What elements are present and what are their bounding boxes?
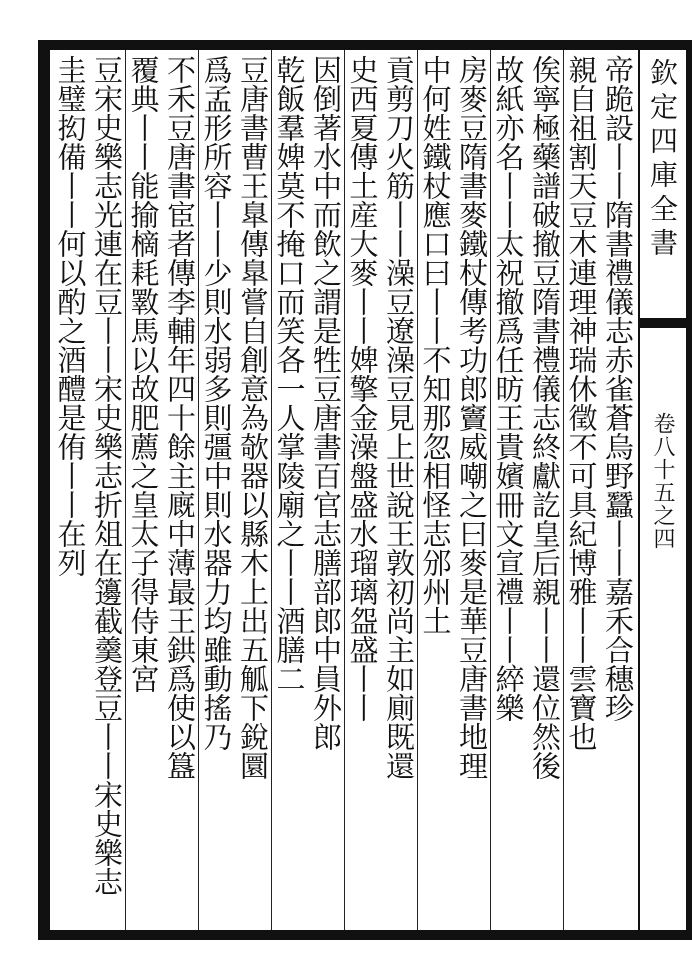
column-rule bbox=[198, 50, 199, 930]
fishtail-mark bbox=[638, 318, 686, 328]
text-column-2: 親自祖割天豆木連理神瑞休徵不可具紀博雅丨丨雲寶也 bbox=[564, 55, 599, 751]
juan-number: 卷八十五之四 bbox=[650, 412, 675, 550]
column-rule bbox=[125, 50, 126, 930]
text-column-6: 中何姓鐵杖應口曰丨丨不知那忽相怪志邠州土 bbox=[418, 55, 453, 635]
text-column-16: 圭璧抝備丨丨何以酌之酒醴是侑丨丨在列 bbox=[53, 55, 88, 577]
text-column-11: 豆唐書曹王臯傳臯嘗自創意為欹器以縣木上出五觚下銳圜 bbox=[236, 55, 270, 780]
column-rule bbox=[271, 50, 272, 930]
text-column-13: 不禾豆唐書宦者傳李輔年四十餘主廐中薄最王鉷爲使以簋 bbox=[163, 55, 197, 780]
text-column-10: 乾飯羣婢莫不掩口而笑各一人掌陵廟之丨丨酒膳二 bbox=[272, 55, 307, 693]
column-rule bbox=[490, 50, 491, 930]
text-column-9: 因倒著水中而飲之謂是牲豆唐書百官志膳部郎中員外郎 bbox=[309, 55, 343, 751]
column-rule bbox=[344, 50, 345, 930]
page-border-left bbox=[38, 40, 50, 940]
text-column-15: 豆宋史樂志光連在豆丨丨宋史樂志折俎在籩截羹登豆丨丨宋史樂志 bbox=[90, 55, 124, 896]
text-column-1: 帝跪設丨丨隋書禮儀志赤雀蒼烏野蠶丨丨嘉禾合穗珍 bbox=[601, 55, 635, 722]
column-rule bbox=[417, 50, 418, 930]
book-title: 欽定四庫全書 bbox=[646, 58, 679, 262]
text-column-14: 覆典丨丨能揄樀耗斁馬以故肥薦之皇太子得侍東宮 bbox=[126, 55, 161, 693]
text-column-3: 俟寧極藥譜破撤豆隋書禮儀志終獻訖皇后親丨丨還位然後 bbox=[528, 55, 562, 780]
column-rule bbox=[563, 50, 564, 930]
page-border-top bbox=[38, 40, 692, 50]
text-column-7: 貢剪刀火筋丨丨澡豆遼澡豆見上世說王敦初尚主如廁既還 bbox=[382, 55, 416, 780]
text-column-5: 房麥豆隋書麥鐵杖傳考功郎竇威嘲之曰麥是華豆唐書地理 bbox=[455, 55, 489, 780]
text-column-12: 爲孟形所容丨丨少則水弱多則彊中則水器力均雖動搖乃 bbox=[199, 55, 234, 751]
text-column-4: 故紙亦名丨丨太祝撤爲任昉王貴嬪冊文宣禮丨丨綷樂 bbox=[491, 55, 526, 722]
page-border-bottom bbox=[38, 930, 692, 940]
text-column-8: 史西夏傳土産大麥丨丨婢擎金澡盤盛水瑠璃盌盛丨丨 bbox=[345, 55, 380, 722]
